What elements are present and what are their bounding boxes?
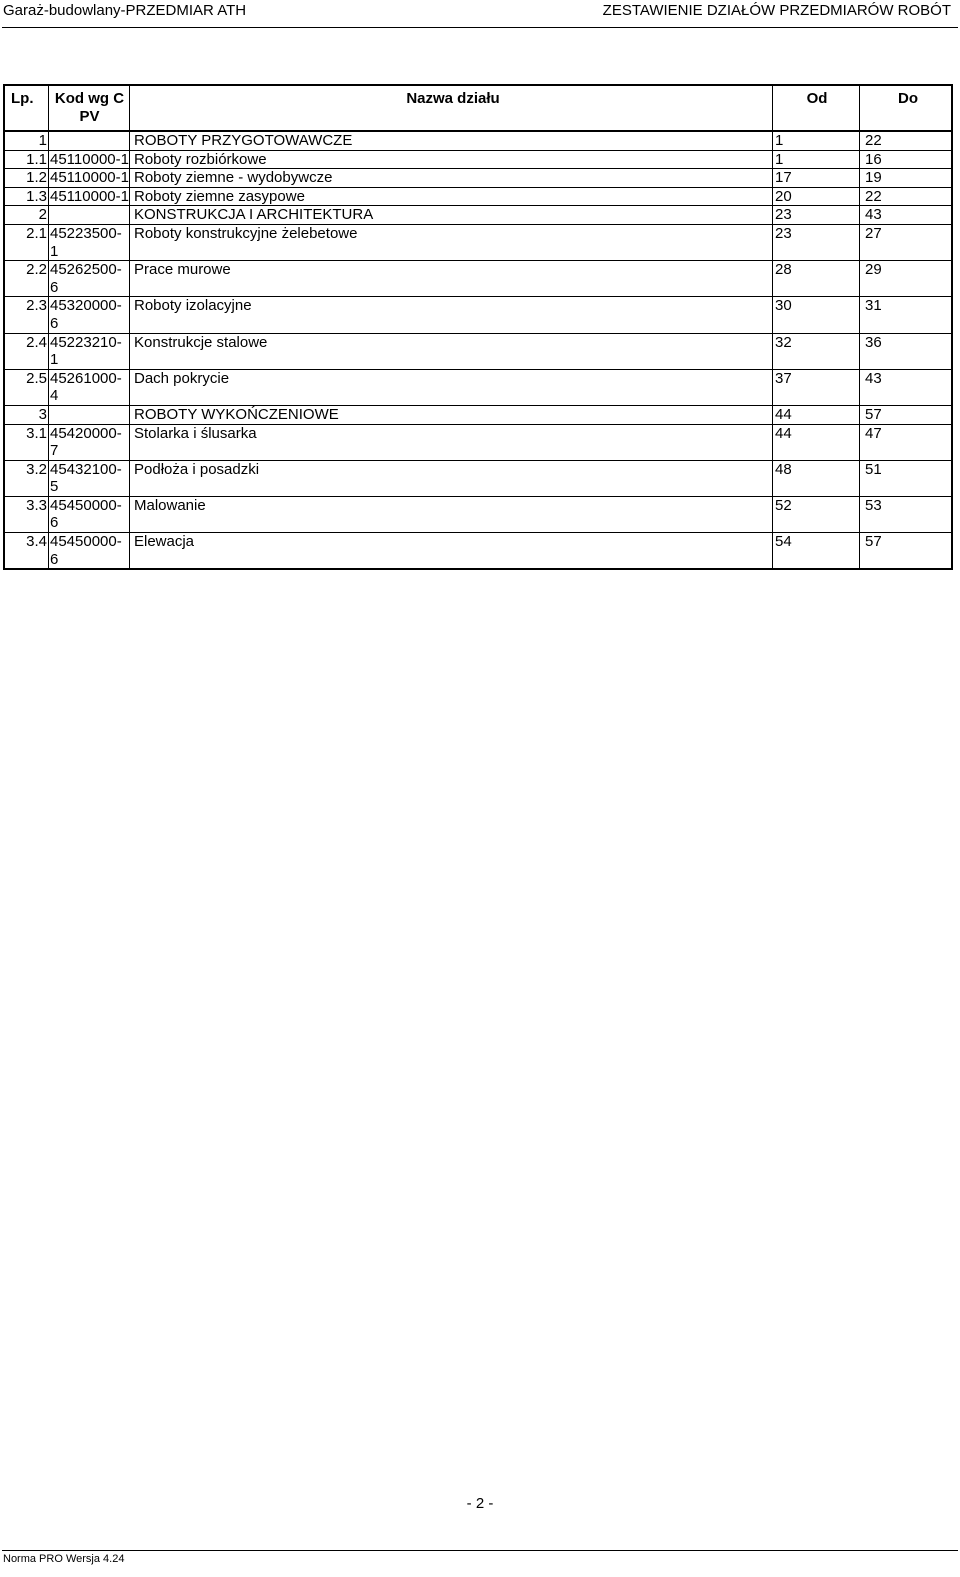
cell-cpv-code: 45110000-1 <box>50 169 129 187</box>
table-row <box>4 460 952 496</box>
cell-to: 22 <box>860 187 953 206</box>
cell-from: 37 <box>773 369 860 405</box>
cell-lp: 1.1 <box>4 150 49 169</box>
cell-section-name: Malowanie <box>130 496 773 532</box>
cell-section-name: Konstrukcje stalowe <box>130 333 773 369</box>
cell-to: 57 <box>860 405 953 424</box>
cell-lp: 2.5 <box>4 369 49 405</box>
cell-lp: 2.1 <box>4 224 49 260</box>
footer-rule <box>2 1550 958 1551</box>
cell-section-name: Prace murowe <box>130 261 773 297</box>
cell-lp: 1 <box>4 131 49 150</box>
cell-cpv-code: 45223500-1 <box>49 224 130 260</box>
cell-lp: 3.1 <box>4 424 49 460</box>
cell-cpv-code <box>49 131 130 150</box>
cell-cpv-code <box>49 206 130 225</box>
column-header-lp: Lp. <box>4 85 49 131</box>
cell-cpv-code: 45320000-6 <box>49 297 130 333</box>
cell-from: 23 <box>773 224 860 260</box>
table-row <box>4 150 952 169</box>
cell-section-name: Roboty ziemne zasypowe <box>130 187 773 206</box>
cell-section-name: KONSTRUKCJA I ARCHITEKTURA <box>130 206 773 225</box>
cell-section-name: ROBOTY PRZYGOTOWAWCZE <box>130 131 773 150</box>
cell-section-name: Elewacja <box>130 533 773 570</box>
cell-from: 52 <box>773 496 860 532</box>
cell-cpv-code: 45110000-1 <box>50 150 129 168</box>
cell-cpv-code <box>49 405 130 424</box>
cell-section-name: Roboty konstrukcyjne żelebetowe <box>130 224 773 260</box>
cell-lp: 2.3 <box>4 297 49 333</box>
cell-to: 43 <box>860 206 953 225</box>
cell-to: 53 <box>860 496 953 532</box>
cell-to: 29 <box>860 261 953 297</box>
cell-from: 1 <box>773 150 860 169</box>
cell-to: 27 <box>860 224 953 260</box>
column-header-to: Do <box>860 85 953 131</box>
cell-cpv-code: 45432100-5 <box>49 460 130 496</box>
cell-to: 22 <box>860 131 953 150</box>
table-row <box>4 496 952 532</box>
table-row <box>4 369 952 405</box>
cell-from: 48 <box>773 460 860 496</box>
cell-cpv-code: 45110000-1 <box>50 187 129 205</box>
header-rule <box>2 27 958 28</box>
cell-from: 1 <box>773 131 860 150</box>
cell-from: 17 <box>773 169 860 188</box>
cell-to: 51 <box>860 460 953 496</box>
column-header-cpv-code: Kod wg CPV <box>49 85 130 131</box>
header-document-title: Garaż-budowlany-PRZEDMIAR ATH <box>3 2 247 19</box>
cell-section-name: Stolarka i ślusarka <box>130 424 773 460</box>
cell-to: 43 <box>860 369 953 405</box>
cell-lp: 2.2 <box>4 261 49 297</box>
cell-cpv-code: 45420000-7 <box>49 424 130 460</box>
cell-to: 19 <box>860 169 953 188</box>
cell-from: 44 <box>773 405 860 424</box>
cell-from: 54 <box>773 533 860 570</box>
table-row <box>4 206 952 225</box>
table-row <box>4 333 952 369</box>
cell-cpv-code: 45261000-4 <box>49 369 130 405</box>
table-row <box>4 131 952 150</box>
table-header-row <box>4 85 952 131</box>
cell-section-name: Roboty rozbiórkowe <box>130 150 773 169</box>
cell-to: 47 <box>860 424 953 460</box>
footer-software-version: Norma PRO Wersja 4.24 <box>3 1553 125 1565</box>
cell-from: 23 <box>773 206 860 225</box>
sections-table <box>3 84 953 570</box>
cell-cpv-code: 45223210-1 <box>49 333 130 369</box>
cell-from: 28 <box>773 261 860 297</box>
cell-section-name: ROBOTY WYKOŃCZENIOWE <box>130 405 773 424</box>
cell-from: 32 <box>773 333 860 369</box>
cell-lp: 3.2 <box>4 460 49 496</box>
cell-to: 31 <box>860 297 953 333</box>
cell-cpv-code: 45450000-6 <box>49 496 130 532</box>
cell-to: 36 <box>860 333 953 369</box>
table-row <box>4 405 952 424</box>
cell-lp: 3.3 <box>4 496 49 532</box>
cell-section-name: Dach pokrycie <box>130 369 773 405</box>
column-header-section-name: Nazwa działu <box>130 85 773 131</box>
table-row <box>4 533 952 570</box>
page-number: - 2 - <box>466 1495 494 1512</box>
cell-cpv-code: 45450000-6 <box>49 533 130 570</box>
table-row <box>4 261 952 297</box>
cell-section-name: Roboty ziemne - wydobywcze <box>130 169 773 188</box>
cell-to: 57 <box>860 533 953 570</box>
cell-lp: 2.4 <box>4 333 49 369</box>
cell-from: 30 <box>773 297 860 333</box>
cell-lp: 1.3 <box>4 187 49 206</box>
cell-section-name: Roboty izolacyjne <box>130 297 773 333</box>
table-row <box>4 297 952 333</box>
cell-lp: 1.2 <box>4 169 49 188</box>
column-header-from: Od <box>773 85 860 131</box>
cell-to: 16 <box>860 150 953 169</box>
cell-lp: 3 <box>4 405 49 424</box>
table-row <box>4 224 952 260</box>
cell-from: 44 <box>773 424 860 460</box>
table-row <box>4 424 952 460</box>
cell-section-name: Podłoża i posadzki <box>130 460 773 496</box>
header-section-title: ZESTAWIENIE DZIAŁÓW PRZEDMIARÓW ROBÓT <box>602 2 951 19</box>
table-row <box>4 169 952 188</box>
cell-from: 20 <box>773 187 860 206</box>
cell-lp: 2 <box>4 206 49 225</box>
cell-cpv-code: 45262500-6 <box>49 261 130 297</box>
table-row <box>4 187 952 206</box>
cell-lp: 3.4 <box>26 533 47 551</box>
